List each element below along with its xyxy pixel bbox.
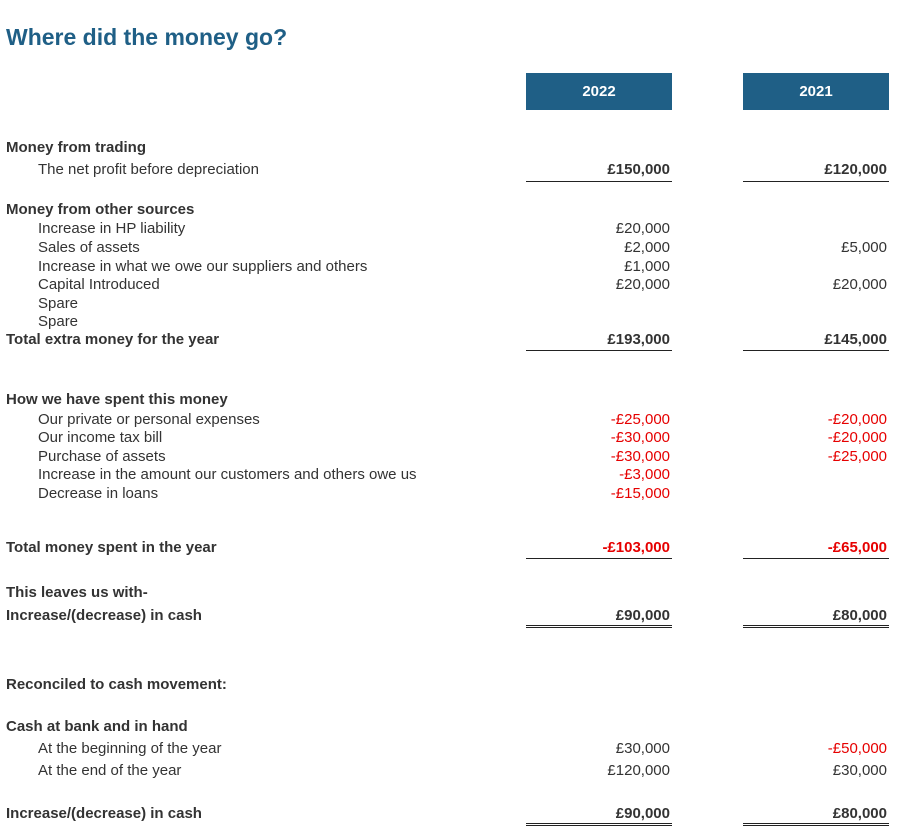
row-label: Capital Introduced [38, 276, 160, 293]
year-header-2021: 2021 [743, 73, 889, 110]
value-2022: £120,000 [607, 762, 670, 779]
value-2022: £20,000 [615, 276, 670, 293]
row-label: The net profit before depreciation [38, 161, 259, 178]
total-2021: £145,000 [824, 331, 887, 348]
value-2021: -£50,000 [827, 740, 887, 757]
underline [526, 350, 672, 351]
section-heading-other-sources: Money from other sources [6, 201, 195, 218]
underline [743, 350, 889, 351]
value-2021: £120,000 [824, 161, 887, 178]
value-2021: £20,000 [832, 276, 887, 293]
value-2021: £80,000 [832, 607, 887, 624]
value-2022: £150,000 [607, 161, 670, 178]
row-label: Decrease in loans [38, 485, 159, 502]
section-heading-trading: Money from trading [6, 139, 147, 156]
row-label: Increase in HP liability [38, 220, 186, 237]
section-heading-spent: How we have spent this money [6, 391, 228, 408]
value-2021: -£20,000 [827, 411, 887, 428]
row-label: Spare [38, 313, 79, 330]
double-underline [526, 823, 672, 826]
section-heading-reconciled: Reconciled to cash movement: [6, 676, 227, 693]
value-2022: £90,000 [615, 607, 670, 624]
value-2021: £30,000 [832, 762, 887, 779]
value-2022: -£30,000 [610, 448, 670, 465]
row-label: At the end of the year [38, 762, 182, 779]
row-label: Sales of assets [38, 239, 140, 256]
total-label-extra-money: Total extra money for the year [6, 331, 220, 348]
row-label: Our income tax bill [38, 429, 163, 446]
underline [743, 181, 889, 182]
row-label: Our private or personal expenses [38, 411, 260, 428]
value-2022: -£30,000 [610, 429, 670, 446]
row-label: Increase in the amount our customers and others owe us [38, 466, 417, 483]
underline [526, 558, 672, 559]
value-2022: -£15,000 [610, 485, 670, 502]
row-label: At the beginning of the year [38, 740, 222, 757]
total-2021: -£65,000 [827, 539, 887, 556]
total-2022: -£103,000 [602, 539, 670, 556]
double-underline [743, 823, 889, 826]
underline [526, 181, 672, 182]
double-underline [526, 625, 672, 628]
total-label-money-spent: Total money spent in the year [6, 539, 217, 556]
value-2022: -£25,000 [610, 411, 670, 428]
year-header-2022: 2022 [526, 73, 672, 110]
underline [743, 558, 889, 559]
total-2022: £90,000 [615, 805, 670, 822]
value-2022: £1,000 [624, 258, 670, 275]
section-heading-leaves: This leaves us with- [6, 584, 148, 601]
value-2022: £2,000 [624, 239, 670, 256]
total-2021: £80,000 [832, 805, 887, 822]
value-2022: £20,000 [615, 220, 670, 237]
row-label: Increase in what we owe our suppliers and others [38, 258, 368, 275]
row-label: Purchase of assets [38, 448, 166, 465]
value-2021: £5,000 [841, 239, 887, 256]
section-heading-cash: Cash at bank and in hand [6, 718, 188, 735]
value-2021: -£25,000 [827, 448, 887, 465]
total-label-cash-change: Increase/(decrease) in cash [6, 805, 202, 822]
value-2022: £30,000 [615, 740, 670, 757]
double-underline [743, 625, 889, 628]
page-title: Where did the money go? [6, 24, 288, 50]
row-label-cash-change: Increase/(decrease) in cash [6, 607, 202, 624]
value-2022: -£3,000 [619, 466, 670, 483]
row-label: Spare [38, 295, 79, 312]
total-2022: £193,000 [607, 331, 670, 348]
value-2021: -£20,000 [827, 429, 887, 446]
